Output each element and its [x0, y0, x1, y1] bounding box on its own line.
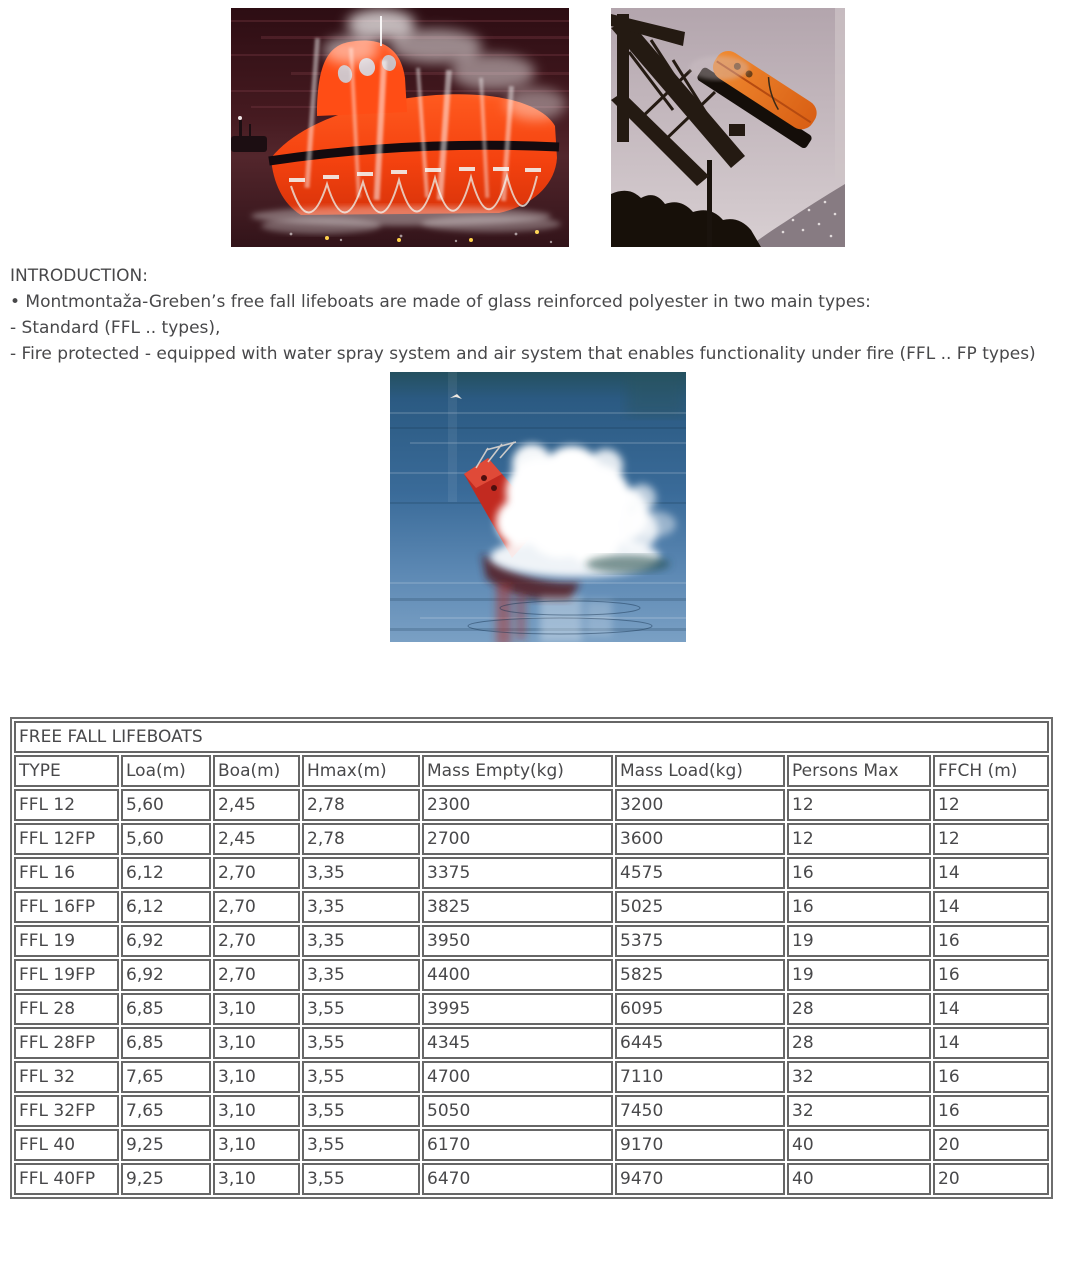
- table-row: [14, 1129, 1049, 1161]
- table-cell: 3,10: [213, 1163, 300, 1195]
- table-cell: 14: [933, 857, 1049, 889]
- table-cell: 12: [787, 789, 931, 821]
- table-cell: 6,85: [121, 1027, 211, 1059]
- table-cell: 16: [933, 925, 1049, 957]
- table-row: [14, 823, 1049, 855]
- intro-bullet-line: • Montmontaža-Greben’s free fall lifeboats are made of glass reinforced polyester in two main types:: [10, 292, 871, 312]
- table-cell: FFL 16FP: [14, 891, 119, 923]
- table-cell: 3825: [422, 891, 613, 923]
- table-header-row: [14, 755, 1049, 787]
- table-cell: 3995: [422, 993, 613, 1025]
- table-cell: 3,10: [213, 1061, 300, 1093]
- table-cell: 32: [787, 1061, 931, 1093]
- lifeboat-spray-test-photo: [231, 8, 569, 247]
- table-cell: 2,70: [213, 959, 300, 991]
- table-cell: 5,60: [121, 789, 211, 821]
- table-cell: 6170: [422, 1129, 613, 1161]
- table-cell: 9170: [615, 1129, 785, 1161]
- column-header: FFCH (m): [933, 755, 1049, 787]
- table-cell: 5375: [615, 925, 785, 957]
- table-cell: 3,35: [302, 925, 420, 957]
- table-cell: 5825: [615, 959, 785, 991]
- table-cell: FFL 40FP: [14, 1163, 119, 1195]
- table-cell: 3,55: [302, 1027, 420, 1059]
- table-title-row: [14, 721, 1049, 753]
- table-cell: 3375: [422, 857, 613, 889]
- table-row: [14, 857, 1049, 889]
- table-cell: 6,92: [121, 925, 211, 957]
- table-cell: 4700: [422, 1061, 613, 1093]
- table-row: [14, 1061, 1049, 1093]
- table-cell: 28: [787, 1027, 931, 1059]
- table-row: [14, 993, 1049, 1025]
- table-cell: 3,55: [302, 1095, 420, 1127]
- table-row: [14, 891, 1049, 923]
- table-cell: 3600: [615, 823, 785, 855]
- intro-standard-line: - Standard (FFL .. types),: [10, 318, 221, 338]
- lifeboat-spec-table: [10, 717, 1053, 1199]
- column-header: Mass Empty(kg): [422, 755, 613, 787]
- table-cell: 16: [787, 857, 931, 889]
- table-cell: 7,65: [121, 1095, 211, 1127]
- table-cell: 9470: [615, 1163, 785, 1195]
- table-cell: 16: [933, 959, 1049, 991]
- table-cell: 6,12: [121, 891, 211, 923]
- table-cell: 2,45: [213, 823, 300, 855]
- table-cell: FFL 32FP: [14, 1095, 119, 1127]
- spec-table-body: [14, 721, 1049, 1195]
- table-cell: 12: [787, 823, 931, 855]
- table-row: [14, 959, 1049, 991]
- table-cell: 14: [933, 891, 1049, 923]
- table-cell: 3,55: [302, 993, 420, 1025]
- table-cell: 20: [933, 1129, 1049, 1161]
- table-cell: 16: [933, 1061, 1049, 1093]
- table-cell: 19: [787, 925, 931, 957]
- column-header: Mass Load(kg): [615, 755, 785, 787]
- table-cell: 4400: [422, 959, 613, 991]
- table-cell: 16: [787, 891, 931, 923]
- table-cell: 5,60: [121, 823, 211, 855]
- table-cell: 9,25: [121, 1163, 211, 1195]
- table-cell: FFL 12FP: [14, 823, 119, 855]
- table-cell: 28: [787, 993, 931, 1025]
- table-cell: 5025: [615, 891, 785, 923]
- table-cell: 6445: [615, 1027, 785, 1059]
- table-cell: 2,78: [302, 823, 420, 855]
- table-cell: 12: [933, 789, 1049, 821]
- splash-photo-row: [10, 372, 1066, 642]
- table-cell: 3200: [615, 789, 785, 821]
- introduction-heading: INTRODUCTION:: [10, 266, 148, 286]
- table-cell: 6,85: [121, 993, 211, 1025]
- table-cell: 3950: [422, 925, 613, 957]
- table-cell: FFL 28: [14, 993, 119, 1025]
- table-cell: FFL 19FP: [14, 959, 119, 991]
- table-cell: 3,35: [302, 891, 420, 923]
- table-cell: 3,55: [302, 1129, 420, 1161]
- table-cell: 2,70: [213, 891, 300, 923]
- table-row: [14, 1163, 1049, 1195]
- table-cell: 20: [933, 1163, 1049, 1195]
- table-cell: 3,10: [213, 993, 300, 1025]
- introduction-section: [10, 263, 1066, 367]
- table-row: [14, 1095, 1049, 1127]
- column-header: Boa(m): [213, 755, 300, 787]
- table-cell: 7450: [615, 1095, 785, 1127]
- freefall-splash-photo: [390, 372, 686, 642]
- intro-fire-protected-line: - Fire protected - equipped with water spray system and air system that enables functionality under fire (FFL .. FP types): [10, 344, 1036, 364]
- table-cell: 40: [787, 1163, 931, 1195]
- document-page: [10, 8, 1066, 1199]
- table-cell: FFL 19: [14, 925, 119, 957]
- table-row: [14, 1027, 1049, 1059]
- table-cell: 7110: [615, 1061, 785, 1093]
- table-cell: 9,25: [121, 1129, 211, 1161]
- table-cell: FFL 28FP: [14, 1027, 119, 1059]
- table-cell: 16: [933, 1095, 1049, 1127]
- table-cell: 12: [933, 823, 1049, 855]
- table-cell: FFL 32: [14, 1061, 119, 1093]
- table-cell: 7,65: [121, 1061, 211, 1093]
- table-title: FREE FALL LIFEBOATS: [14, 721, 1049, 753]
- table-cell: 3,10: [213, 1027, 300, 1059]
- lifeboat-launch-ramp-photo: [611, 8, 845, 247]
- table-cell: FFL 12: [14, 789, 119, 821]
- table-cell: 5050: [422, 1095, 613, 1127]
- column-header: Loa(m): [121, 755, 211, 787]
- table-cell: 2,70: [213, 857, 300, 889]
- table-cell: 40: [787, 1129, 931, 1161]
- table-cell: 2300: [422, 789, 613, 821]
- table-cell: 6470: [422, 1163, 613, 1195]
- table-cell: 3,55: [302, 1061, 420, 1093]
- table-cell: 3,35: [302, 959, 420, 991]
- table-row: [14, 789, 1049, 821]
- table-cell: 4575: [615, 857, 785, 889]
- table-cell: 6,12: [121, 857, 211, 889]
- table-cell: 19: [787, 959, 931, 991]
- top-photo-row: [10, 8, 1066, 247]
- column-header: Persons Max: [787, 755, 931, 787]
- table-cell: FFL 40: [14, 1129, 119, 1161]
- table-cell: 2,78: [302, 789, 420, 821]
- table-cell: 32: [787, 1095, 931, 1127]
- table-row: [14, 925, 1049, 957]
- column-header: TYPE: [14, 755, 119, 787]
- table-cell: 3,35: [302, 857, 420, 889]
- table-cell: 6,92: [121, 959, 211, 991]
- table-cell: 3,10: [213, 1095, 300, 1127]
- table-cell: FFL 16: [14, 857, 119, 889]
- table-cell: 14: [933, 993, 1049, 1025]
- column-header: Hmax(m): [302, 755, 420, 787]
- table-cell: 3,10: [213, 1129, 300, 1161]
- table-cell: 3,55: [302, 1163, 420, 1195]
- table-cell: 6095: [615, 993, 785, 1025]
- table-cell: 4345: [422, 1027, 613, 1059]
- table-cell: 2700: [422, 823, 613, 855]
- table-cell: 2,70: [213, 925, 300, 957]
- table-cell: 2,45: [213, 789, 300, 821]
- table-cell: 14: [933, 1027, 1049, 1059]
